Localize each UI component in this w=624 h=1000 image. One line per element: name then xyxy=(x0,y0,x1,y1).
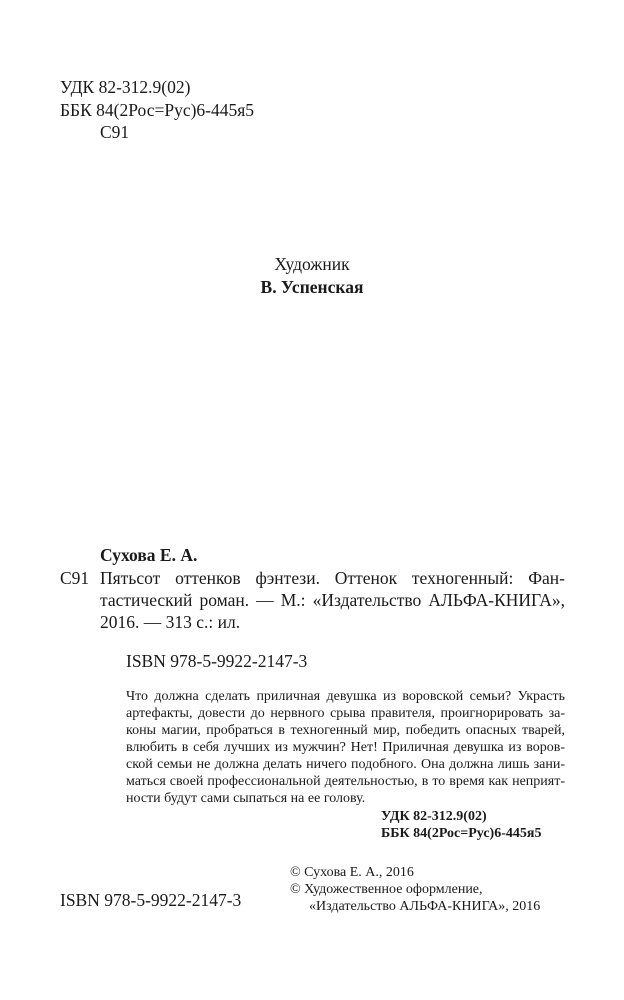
copyright-line: «Издательство АЛЬФА-КНИГА», 2016 xyxy=(309,899,541,914)
annotation-line: влюбить в себя лучших из мужчин? Нет! Приличная девушка из воров- xyxy=(126,740,565,755)
annotation-line: ской семьи не должна делать ничего подобного. Она должна лишь зани- xyxy=(126,757,565,772)
catalog-isbn: ISBN 978-5-9922-2147-3 xyxy=(126,651,308,671)
illustrator-name: В. Успенская xyxy=(260,277,364,297)
bottom-isbn: ISBN 978-5-9922-2147-3 xyxy=(60,890,242,910)
catalog-description xyxy=(100,567,565,633)
copyright-line: © Сухова Е. А., 2016 xyxy=(290,865,414,880)
annotation-line: артефакты, довести до нервного срыва правителя, проигнорировать за- xyxy=(126,706,565,721)
catalog-mark: С91 xyxy=(60,568,90,588)
copyright-block xyxy=(290,864,540,915)
top-author-mark: С91 xyxy=(100,122,130,142)
copyright-line: © Художественное оформление, xyxy=(290,882,483,897)
bottom-bbk: ББК 84(2Рос=Рус)6-445я5 xyxy=(381,826,542,841)
catalog-author: Сухова Е. А. xyxy=(100,545,198,565)
annotation-line: маться своей профессиональной деятельностью, в то время как неприят- xyxy=(126,774,565,789)
catalog-description-line: Пятьсот оттенков фэнтези. Оттенок техногенный: Фан- xyxy=(100,568,565,588)
top-bbk: ББК 84(2Рос=Рус)6-445я5 xyxy=(60,100,255,120)
annotation-line: коны магии, пробраться в техногенный мир, победить опасных тварей, xyxy=(126,723,565,738)
catalog-description-line: 2016. — 313 с.: ил. xyxy=(100,612,241,632)
illustrator-role: Художник xyxy=(274,254,350,274)
annotation-line: Что должна сделать приличная девушка из воровской семьи? Украсть xyxy=(126,689,565,704)
bottom-udk: УДК 82-312.9(02) xyxy=(381,809,487,824)
top-udk: УДК 82-312.9(02) xyxy=(60,77,191,97)
catalog-description-line: тастический роман. — М.: «Издательство АЛЬФА-КНИГА», xyxy=(100,590,565,610)
annotation xyxy=(126,688,565,807)
annotation-line: ности будут сами сыпаться на ее голову. xyxy=(126,791,366,806)
